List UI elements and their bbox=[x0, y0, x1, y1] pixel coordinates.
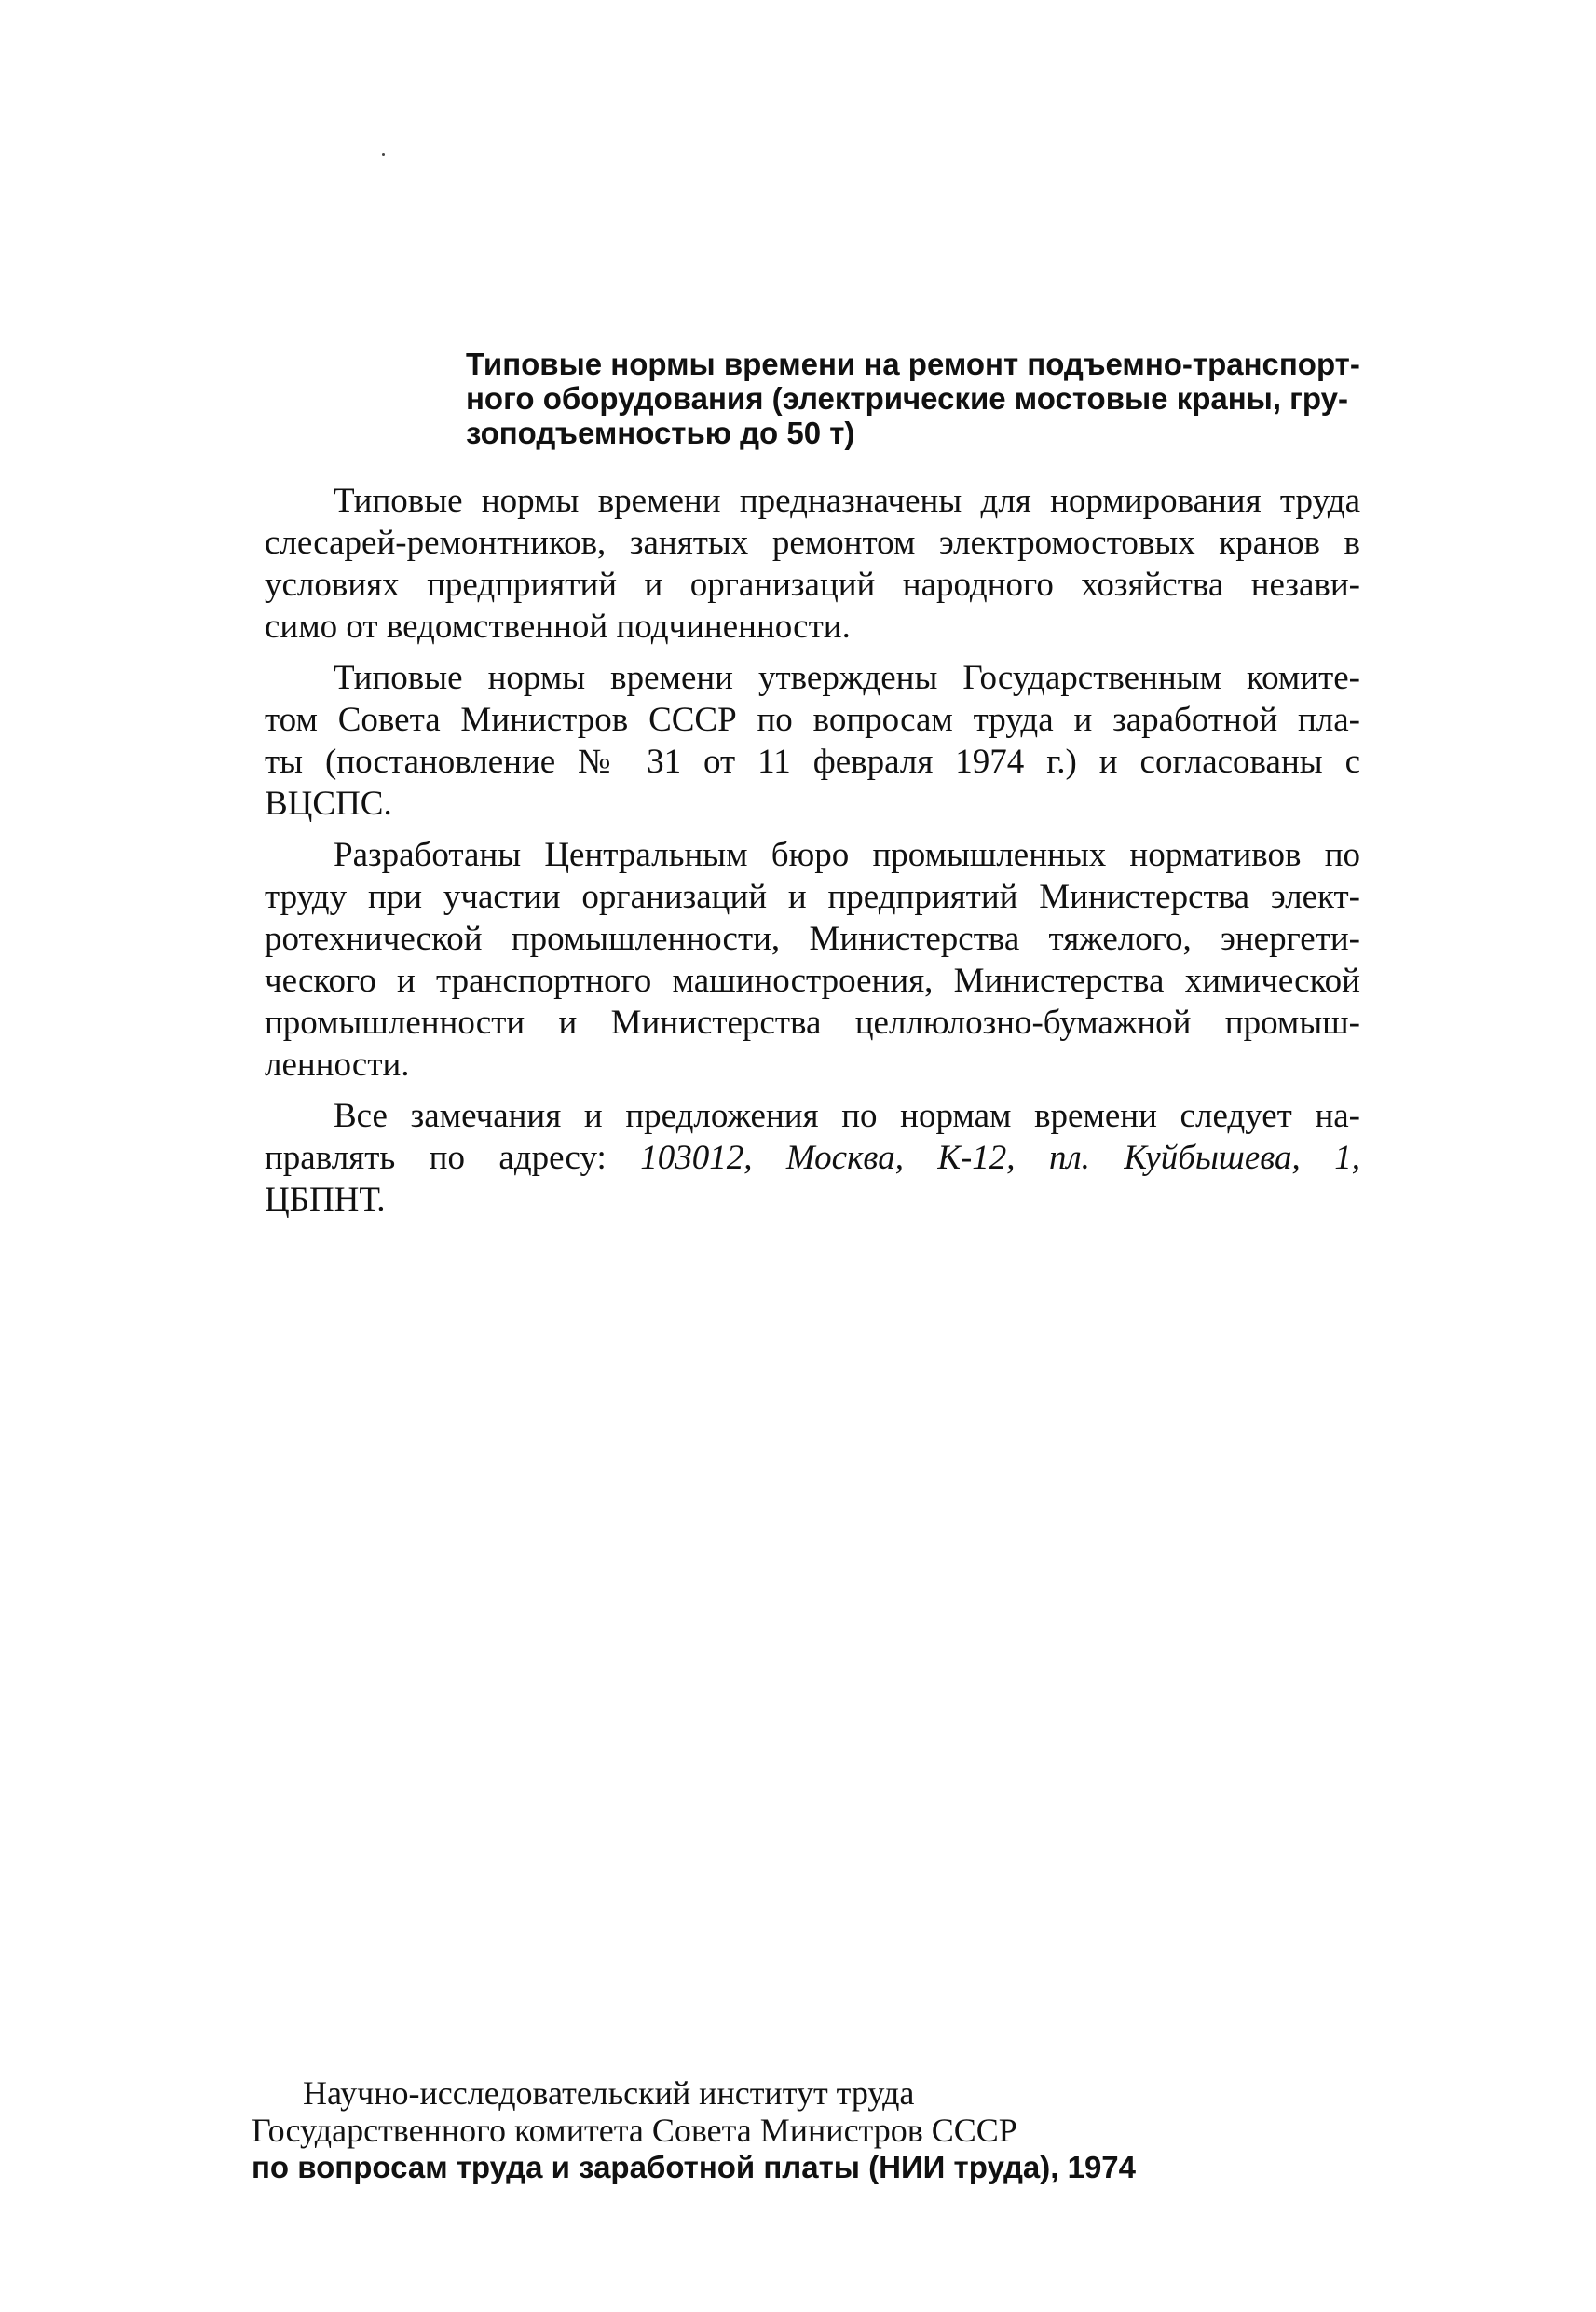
text-line: Все замечания и предложения по нормам времени следует на- bbox=[334, 1097, 1360, 1135]
paragraph-developers bbox=[265, 834, 1360, 1086]
text-line: ЦБПНТ. bbox=[265, 1181, 386, 1219]
imprint-line: по вопросам труда и заработной платы (НИИ труда), 1974 bbox=[252, 2150, 1137, 2184]
document-heading bbox=[466, 347, 1360, 450]
document-body bbox=[265, 480, 1360, 1230]
imprint-line: Научно-исследовательский институт труда bbox=[303, 2074, 915, 2112]
address-prefix: правлять по адресу: bbox=[265, 1139, 641, 1177]
text-line: Разработаны Центральным бюро промышленных нормативов по bbox=[334, 836, 1360, 874]
text-line: условиях предприятий и организаций народного хозяйства незави- bbox=[265, 566, 1360, 604]
text-line: труду при участии организаций и предприятий Министерства элект- bbox=[265, 878, 1360, 916]
paragraph-contact bbox=[265, 1095, 1360, 1221]
postal-address: 103012, Москва, К-12, пл. Куйбышева, 1, bbox=[640, 1139, 1360, 1177]
paragraph-purpose bbox=[265, 480, 1360, 648]
heading-line: Типовые нормы времени на ремонт подъемно-транспорт- bbox=[466, 347, 1360, 381]
text-line: слесарей-ремонтников, занятых ремонтом электромостовых кранов в bbox=[265, 524, 1360, 562]
heading-line: зоподъемностью до 50 т) bbox=[466, 416, 855, 450]
text-line: симо от ведомственной подчиненности. bbox=[265, 608, 851, 646]
publisher-imprint bbox=[252, 2074, 1276, 2186]
paragraph-approval bbox=[265, 657, 1360, 825]
imprint-line: Государственного комитета Совета Министров СССР bbox=[252, 2112, 1017, 2149]
text-line: том Совета Министров СССР по вопросам труда и заработной пла- bbox=[265, 701, 1360, 739]
scan-speck bbox=[382, 153, 385, 156]
text-line: ты (постановление № 31 от 11 февраля 1974 г.) и согласованы с bbox=[265, 743, 1360, 781]
address-line bbox=[265, 1137, 1360, 1179]
heading-line: ного оборудования (электрические мостовые краны, гру- bbox=[466, 381, 1348, 416]
text-line: ВЦСПС. bbox=[265, 785, 392, 823]
text-line: Типовые нормы времени утверждены Государственным комите- bbox=[334, 659, 1360, 697]
text-line: ленности. bbox=[265, 1046, 410, 1084]
text-line: ротехнической промышленности, Министерства тяжелого, энергети- bbox=[265, 920, 1360, 958]
text-line: ческого и транспортного машиностроения, Министерства химической bbox=[265, 962, 1360, 1000]
text-line: промышленности и Министерства целлюлозно-бумажной промыш- bbox=[265, 1004, 1360, 1042]
text-line: Типовые нормы времени предназначены для нормирования труда bbox=[334, 482, 1360, 520]
